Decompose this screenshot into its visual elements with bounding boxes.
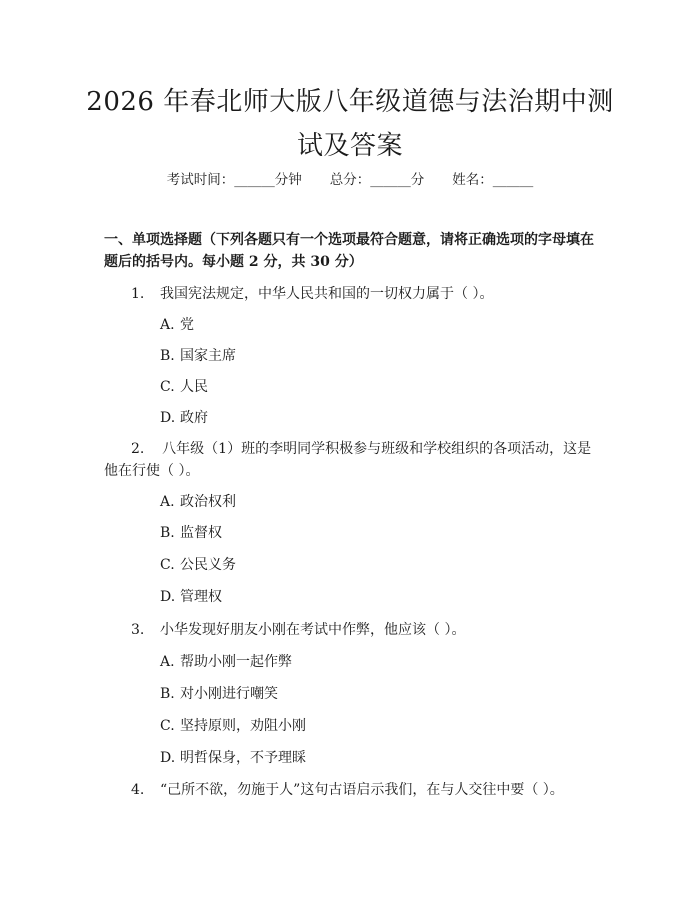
section-heading: 一、单项选择题（下列各题只有一个选项最符合题意，请将正确选项的字母填在题后的括号内。每小题 2 分，共 30 分） (104, 232, 594, 270)
question-number: 3. (131, 622, 145, 638)
exam-title-line1: 2026 年春北师大版八年级道德与法治期中测 (86, 87, 614, 117)
question-number: 4. (131, 782, 145, 798)
option-item (160, 407, 208, 429)
option-text: 政府 (180, 410, 208, 426)
time-label: 考试时间： (166, 172, 235, 188)
question-number: 2. (131, 441, 145, 457)
option-letter: D. (160, 589, 176, 605)
option-item (160, 715, 306, 737)
option-letter: B. (160, 525, 175, 541)
option-item (160, 522, 222, 544)
option-text: 帮助小刚一起作弊 (180, 654, 292, 670)
option-text: 国家主席 (180, 348, 236, 364)
option-item (160, 651, 292, 673)
score-label: 总分： (329, 172, 371, 188)
option-item (160, 491, 236, 513)
option-letter: A. (160, 654, 175, 670)
exam-title-line2: 试及答案 (296, 131, 403, 161)
option-text: 管理权 (180, 589, 222, 605)
option-item (160, 314, 194, 336)
option-letter: B. (160, 348, 175, 364)
option-letter: C. (160, 718, 175, 734)
question-text: “己所不欲，勿施于人”这句古语启示我们，在与人交往中要（ ）。 (160, 782, 564, 798)
option-letter: C. (160, 557, 175, 573)
option-item (160, 747, 306, 769)
question-number: 1. (131, 286, 145, 302)
option-text: 政治权利 (180, 494, 236, 510)
question-text: 八年级（1）班的李明同学积极参与班级和学校组织的各项活动，这是他在行使（ ）。 (104, 441, 592, 479)
option-letter: D. (160, 410, 176, 426)
time-blank: ______分钟 (234, 172, 302, 188)
option-letter: A. (160, 317, 175, 333)
option-text: 明哲保身，不予理睬 (180, 750, 306, 766)
option-item (160, 554, 236, 576)
score-blank: ______分 (370, 172, 425, 188)
option-item (160, 683, 278, 705)
question-2 (104, 438, 594, 482)
option-text: 公民义务 (180, 557, 236, 573)
option-text: 人民 (180, 379, 208, 395)
option-letter: A. (160, 494, 175, 510)
option-text: 监督权 (180, 525, 222, 541)
exam-info-line (0, 170, 700, 190)
option-text: 对小刚进行嘲笑 (180, 686, 278, 702)
option-text: 党 (180, 317, 194, 333)
option-text: 坚持原则，劝阻小刚 (180, 718, 306, 734)
question-text: 我国宪法规定，中华人民共和国的一切权力属于（ ）。 (160, 286, 494, 302)
name-label: 姓名： (452, 172, 493, 188)
question-text: 小华发现好朋友小刚在考试中作弊，他应该（ ）。 (160, 622, 466, 638)
option-letter: D. (160, 750, 176, 766)
option-letter: B. (160, 686, 175, 702)
option-item (160, 345, 236, 367)
option-letter: C. (160, 379, 175, 395)
option-item (160, 586, 222, 608)
option-item (160, 376, 208, 398)
exam-title (60, 80, 640, 168)
name-blank: ______ (492, 172, 534, 188)
